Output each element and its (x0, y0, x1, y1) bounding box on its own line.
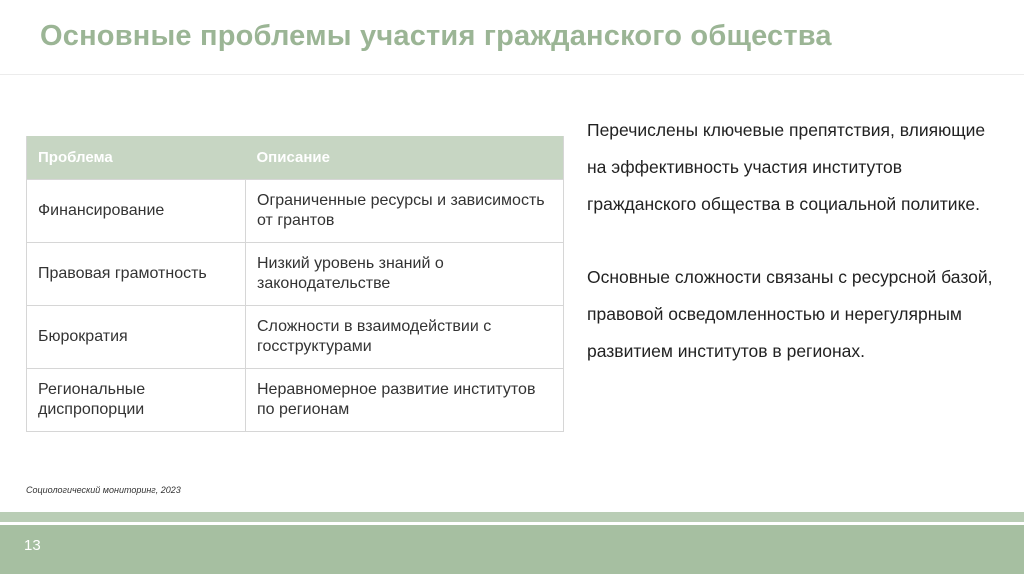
page-number: 13 (24, 537, 41, 554)
description-cell: Неравномерное развитие институтов по регионам (246, 369, 564, 432)
table-row (27, 306, 564, 369)
problem-cell: Бюрократия (27, 306, 246, 369)
problem-cell: Региональные диспропорции (27, 369, 246, 432)
side-paragraph-1: Перечислены ключевые препятствия, влияющие на эффективность участия институтов гражданского общества в социальной политике. (587, 120, 986, 214)
problem-cell: Финансирование (27, 180, 246, 243)
table-header-row (27, 136, 564, 180)
table-row (27, 180, 564, 243)
description-cell: Ограниченные ресурсы и зависимость от грантов (246, 180, 564, 243)
slide-title: Основные проблемы участия гражданского общества (40, 20, 832, 52)
table-row (27, 243, 564, 306)
column-header-problem: Проблема (27, 136, 246, 180)
problem-cell: Правовая грамотность (27, 243, 246, 306)
column-header-description: Описание (246, 136, 564, 180)
description-cell: Низкий уровень знаний о законодательстве (246, 243, 564, 306)
footer-stripe (0, 512, 1024, 522)
problems-table (26, 136, 564, 432)
table-row (27, 369, 564, 432)
footer-bar (0, 525, 1024, 574)
description-cell: Сложности в взаимодействии с госструктурами (246, 306, 564, 369)
title-divider (0, 74, 1024, 75)
side-paragraph-2: Основные сложности связаны с ресурсной базой, правовой осведомленностью и нерегулярным развитием институтов в регионах. (587, 267, 993, 361)
source-note: Социологический мониторинг, 2023 (26, 485, 181, 495)
side-text-block (587, 112, 1007, 370)
